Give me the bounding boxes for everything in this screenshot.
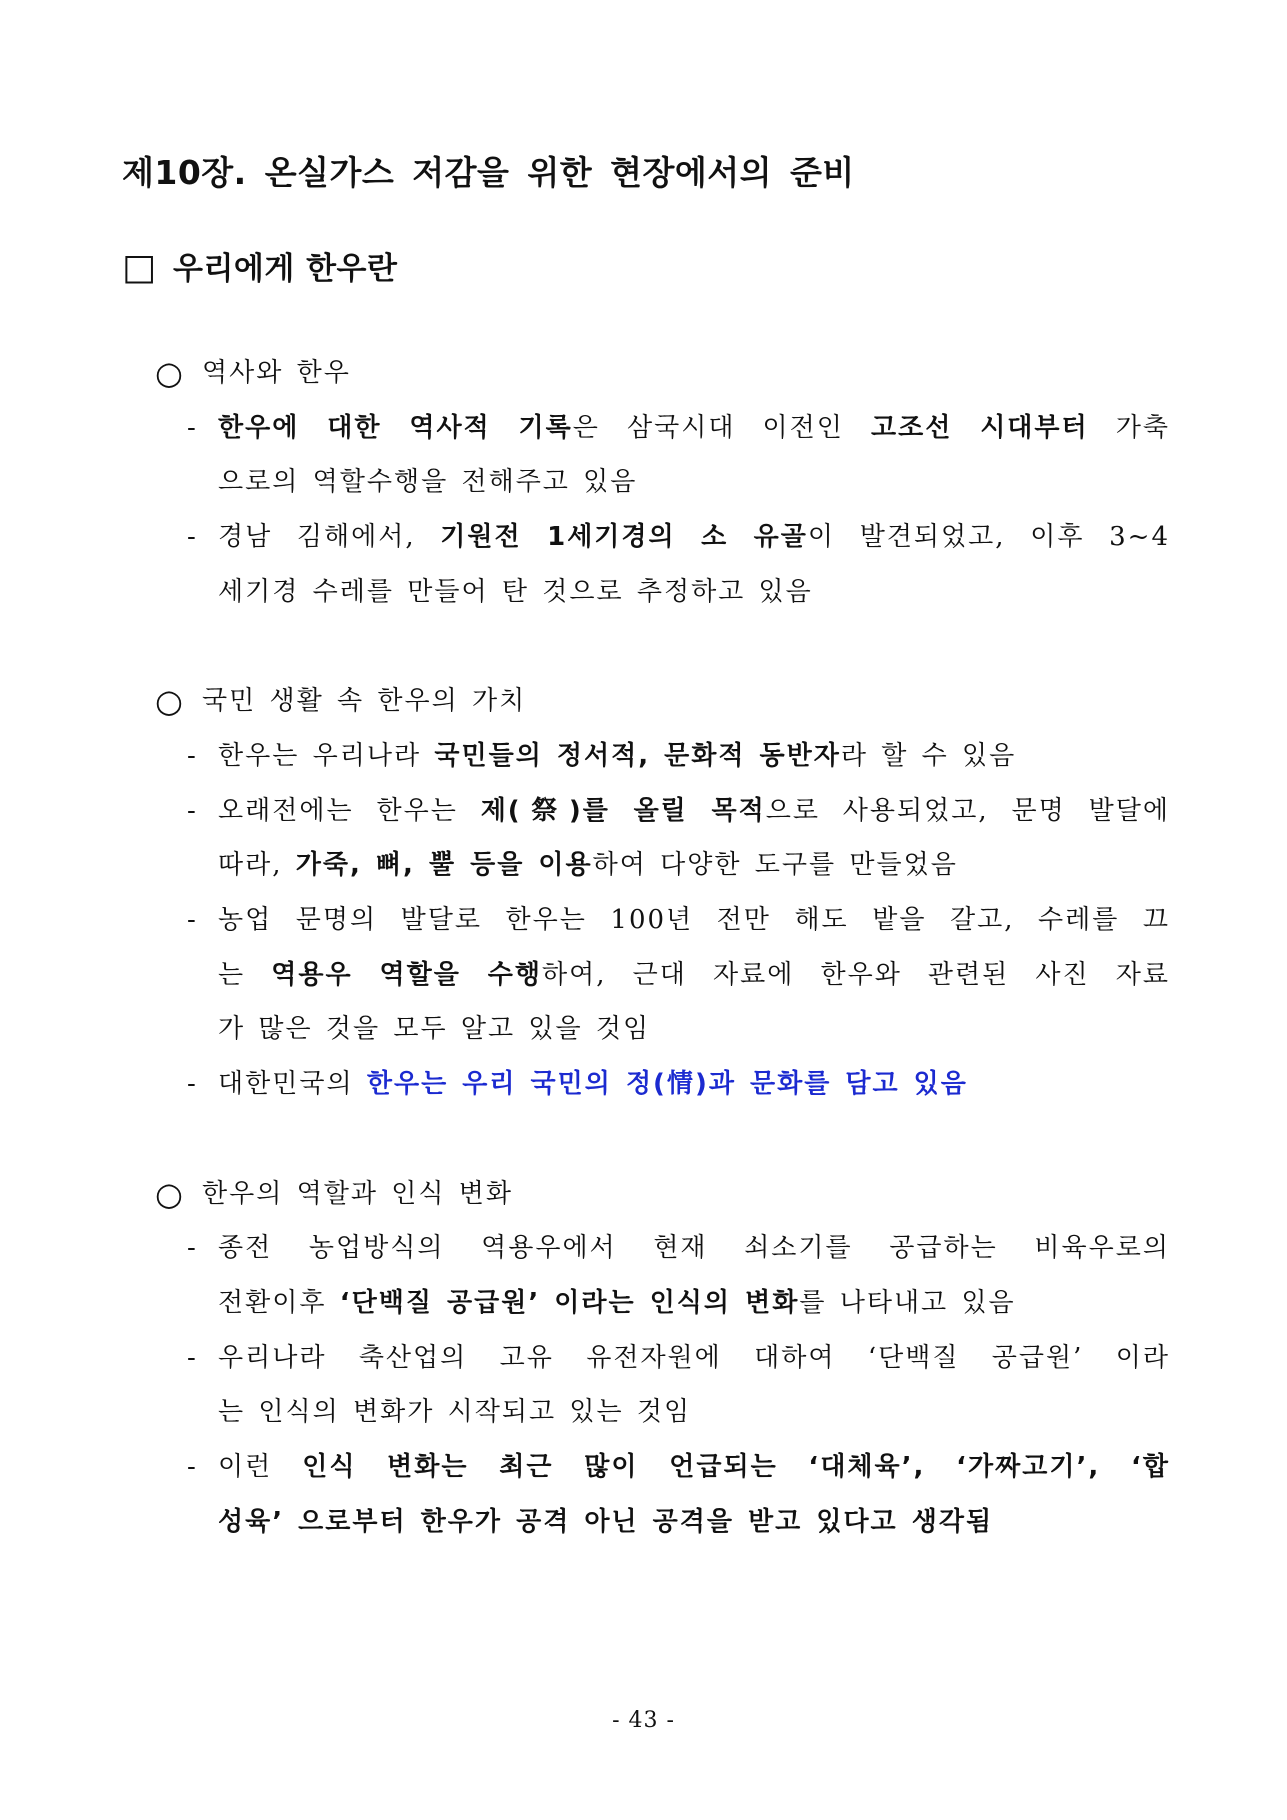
body-text: 가 많은 것을 모두 알고 있을 것임	[218, 1014, 651, 1045]
text-line	[218, 1331, 1170, 1386]
dash-bullet: -	[187, 522, 196, 553]
emphasis-text: 성육’ 으로부터 한우가 공격 아닌 공격을 받고 있다고 생각됨	[218, 1506, 994, 1537]
topic-heading	[155, 1167, 1170, 1222]
dash-item	[155, 1057, 1170, 1112]
text-line	[218, 565, 1170, 620]
text-line	[218, 1385, 1170, 1440]
body-text: 는 인식의 변화가 시작되고 있는 것임	[218, 1397, 692, 1428]
body-text: 는	[218, 959, 272, 990]
emphasis-text: 역용우 역할을 수행	[271, 959, 543, 990]
dash-item	[155, 1331, 1170, 1440]
topic-heading	[155, 346, 1170, 401]
dash-bullet: -	[187, 905, 196, 936]
body-text: 가축	[1088, 412, 1170, 443]
dash-bullet: -	[187, 1233, 196, 1264]
body-text: 우리나라 축산업의 고유 유전자원에 대하여 ‘단백질 공급원’ 이라	[218, 1342, 1170, 1373]
body-text: 경남 김해에서,	[218, 522, 441, 553]
topic-heading	[155, 674, 1170, 729]
topic-block	[155, 1167, 1170, 1550]
body-text: 으로의 역할수행을 전해주고 있음	[218, 467, 638, 498]
dash-item	[155, 1221, 1170, 1330]
dash-item	[155, 893, 1170, 1057]
body-text: 세기경 수레를 만들어 탄 것으로 추정하고 있음	[218, 576, 813, 607]
text-line	[218, 1221, 1170, 1276]
dash-item	[155, 401, 1170, 510]
emphasis-text: 인식 변화는 최근 많이 언급되는 ‘대체육’, ‘가짜고기’, ‘합	[302, 1452, 1170, 1483]
topic-block	[155, 674, 1170, 1112]
dash-item	[155, 784, 1170, 893]
dash-bullet: -	[187, 795, 196, 826]
highlighted-emphasis-text: 한우는 우리 국민의 정(情)과 문화를 담고 있음	[366, 1069, 968, 1100]
circle-bullet: ○	[155, 354, 183, 392]
body-text: 라 할 수 있음	[840, 740, 1017, 771]
circle-bullet: ○	[155, 1174, 183, 1213]
text-line	[218, 948, 1170, 1003]
dash-bullet: -	[187, 1342, 196, 1373]
body-text: 하여, 근대 자료에 한우와 관련된 사진 자료	[542, 959, 1170, 990]
emphasis-text: ‘단백질 공급원’ 이라는 인식의 변화	[339, 1287, 800, 1318]
body-text: 으로 사용되었고, 문명 발달에	[765, 795, 1170, 826]
body-text: 따라,	[218, 850, 296, 881]
text-line	[218, 1057, 1170, 1112]
emphasis-text: 국민들의 정서적, 문화적 동반자	[434, 740, 841, 771]
page-number: - 43 -	[612, 1708, 675, 1733]
body-text: 하여 다양한 도구를 만들었음	[592, 850, 958, 881]
text-line	[218, 838, 1170, 893]
text-line	[218, 784, 1170, 839]
text-line	[218, 893, 1170, 948]
dash-bullet: -	[187, 412, 196, 443]
emphasis-text: 기원전 1세기경의 소 유골	[440, 522, 808, 553]
text-line	[218, 510, 1170, 565]
dash-item	[155, 729, 1170, 784]
body-text: 농업 문명의 발달로 한우는 100년 전만 해도 밭을 갈고, 수레를 끄	[218, 905, 1170, 936]
body-text: 오래전에는 한우는	[218, 795, 481, 826]
text-line	[218, 1495, 1170, 1550]
body-text: 은 삼국시대 이전인	[572, 412, 871, 443]
emphasis-text: 한우에 대한 역사적 기록	[218, 412, 573, 443]
dash-bullet: -	[187, 1452, 196, 1483]
section-heading	[122, 241, 397, 295]
chapter-title: 제10장. 온실가스 저감을 위한 현장에서의 준비	[122, 153, 855, 192]
topic-heading-text: 한우의 역할과 인식 변화	[202, 1178, 513, 1209]
emphasis-text: 고조선 시대부터	[870, 412, 1089, 443]
text-line	[218, 1440, 1170, 1495]
body-text: 대한민국의	[218, 1069, 367, 1100]
body-text: 전환이후	[218, 1287, 340, 1318]
text-line	[218, 1276, 1170, 1331]
dash-item	[155, 1440, 1170, 1549]
body-text: 종전 농업방식의 역용우에서 현재 쇠소기를 공급하는 비육우로의	[218, 1233, 1170, 1264]
text-line	[218, 729, 1170, 784]
dash-bullet: -	[187, 1069, 196, 1100]
topic-block	[155, 346, 1170, 620]
emphasis-text: 제(祭)를 올릴 목적	[480, 795, 766, 826]
dash-item	[155, 510, 1170, 619]
square-bullet: □	[122, 247, 157, 288]
text-line	[218, 401, 1170, 456]
text-line	[218, 455, 1170, 510]
text-line	[218, 1002, 1170, 1057]
body-text: 한우는 우리나라	[218, 740, 435, 771]
circle-bullet: ○	[155, 682, 183, 721]
body-text: 를 나타내고 있음	[799, 1287, 1016, 1318]
section-title: 우리에게 한우란	[173, 251, 398, 287]
topic-heading-text: 국민 생활 속 한우의 가치	[202, 686, 527, 717]
topic-heading-text: 역사와 한우	[202, 358, 351, 388]
dash-bullet: -	[187, 740, 196, 771]
body-text: 이런	[218, 1452, 303, 1483]
document-body	[155, 346, 1170, 1549]
emphasis-text: 가죽, 뼈, 뿔 등을 이용	[295, 850, 593, 881]
body-text: 이 발견되었고, 이후 3~4	[807, 522, 1170, 553]
